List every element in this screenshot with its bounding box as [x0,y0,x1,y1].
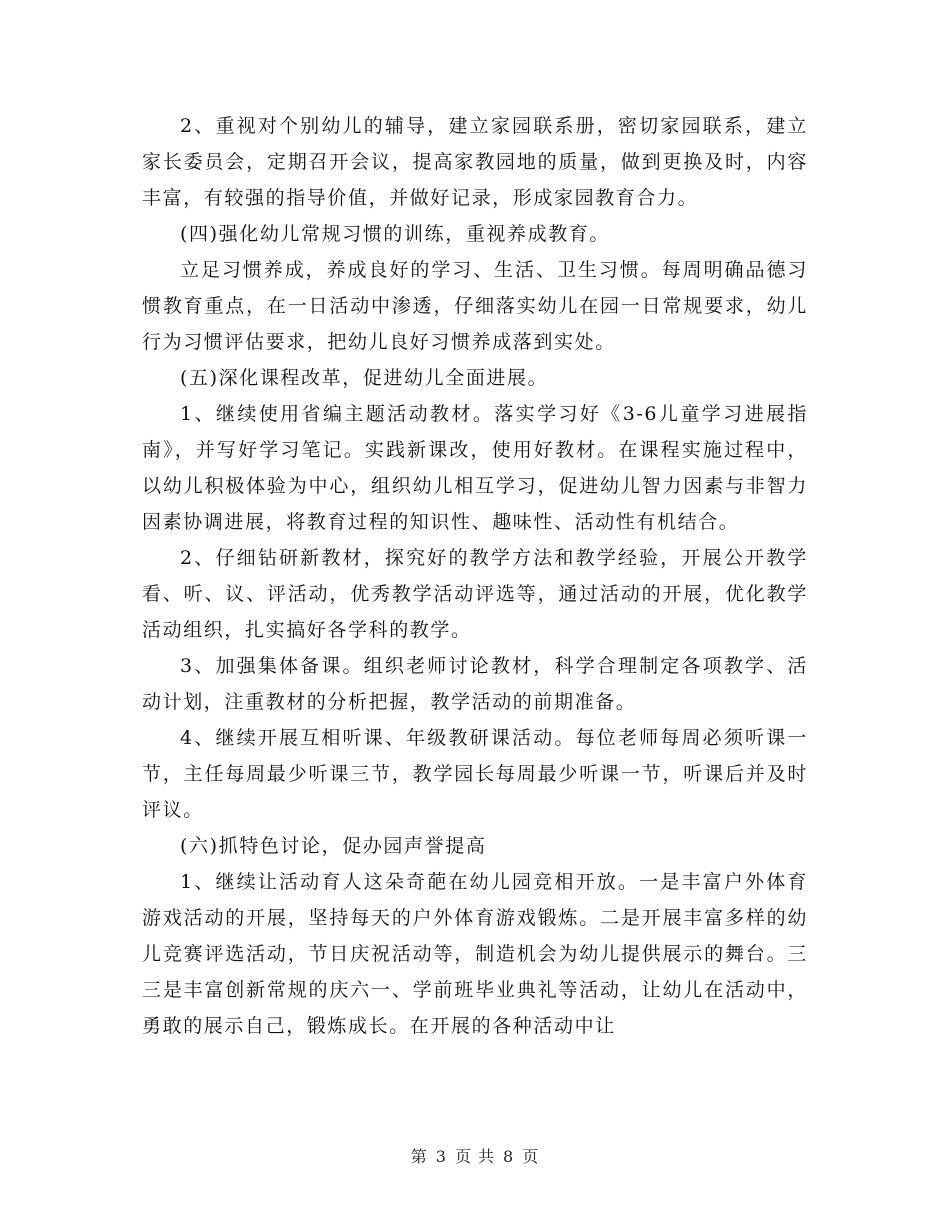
section-heading-4: (四)强化幼儿常规习惯的训练，重视养成教育。 [180,223,611,245]
paragraph-7: 1、继续让活动育人这朵奇葩在幼儿园竞相开放。一是丰富户外体育游戏活动的开展，坚持每天的户外体育游戏锻炼。二是开展丰富多样的幼儿竞赛评选活动，节日庆祝活动等，制造机会为幼儿提供展示的舞台。三三是丰富创新常规的庆六一、学前班毕业典礼等活动，让幼儿在活动中，勇敢的展示自己，锻炼成长。在开展的各种活动中让 [142,871,808,1037]
paragraph-3: 1、继续使用省编主题活动教材。落实学习好《3-6儿童学习进展指南》，并写好学习笔记。实践新课改，使用好教材。在课程实施过程中，以幼儿积极体验为中心，组织幼儿相互学习，促进幼儿智力因素与非智力因素协调进展，将教育过程的知识性、趣味性、活动性有机结合。 [142,403,808,533]
section-heading-6: (六)抓特色讨论，促办园声誉提高 [180,835,487,857]
paragraph-4: 2、仔细钻研新教材，探究好的教学方法和教学经验，开展公开教学看、听、议、评活动，优秀教学活动评选等，通过活动的开展，优化教学活动组织，扎实搞好各学科的教学。 [142,547,808,641]
paragraph-1: 2、重视对个别幼儿的辅导，建立家园联系册，密切家园联系，建立家长委员会，定期召开会议，提高家教园地的质量，做到更换及时，内容丰富，有较强的指导价值，并做好记录，形成家园教育合力。 [142,115,808,209]
section-heading-5: (五)深化课程改革，促进幼儿全面进展。 [180,367,549,389]
footer-prefix: 第 [410,1147,428,1166]
footer-total-pages: 8 [503,1147,515,1166]
document-body [142,108,808,1044]
footer-current-page: 3 [435,1147,447,1166]
paragraph-2: 立足习惯养成，养成良好的学习、生活、卫生习惯。每周明确品德习惯教育重点，在一日活动中渗透，仔细落实幼儿在园一日常规要求，幼儿行为习惯评估要求，把幼儿良好习惯养成落到实处。 [142,259,808,353]
footer-middle: 页 共 [454,1147,496,1166]
page-footer [0,1144,950,1167]
footer-suffix: 页 [522,1147,540,1166]
paragraph-6: 4、继续开展互相听课、年级教研课活动。每位老师每周必须听课一节，主任每周最少听课三节，教学园长每周最少听课一节，听课后并及时评议。 [142,727,808,821]
paragraph-5: 3、加强集体备课。组织老师讨论教材，科学合理制定各项教学、活动计划，注重教材的分析把握，教学活动的前期准备。 [142,655,808,713]
